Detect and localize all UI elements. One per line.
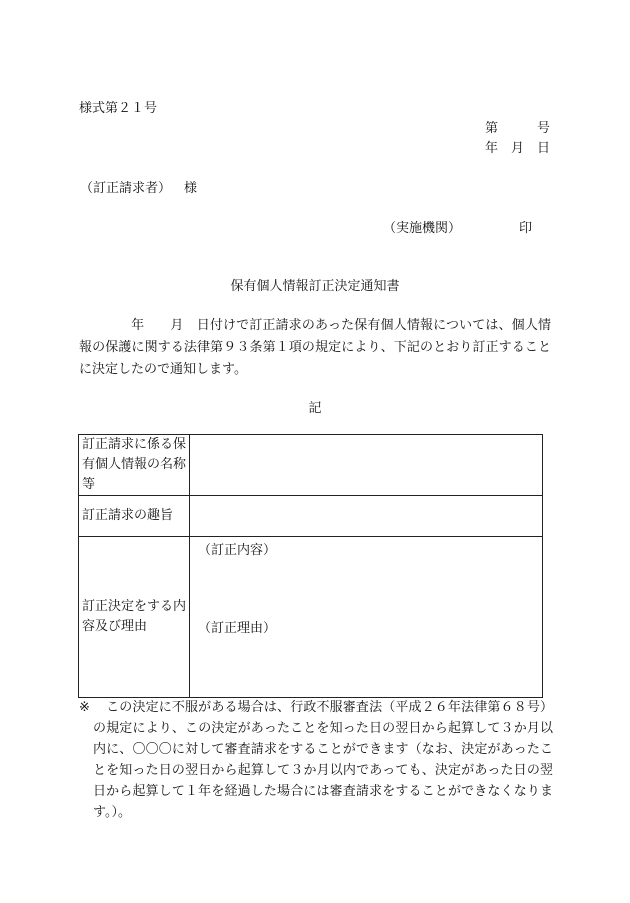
note-text: [79, 697, 553, 823]
agency-line: [383, 217, 532, 236]
row-label-info-name: 訂正請求に係る保有個人情報の名称等: [79, 435, 190, 496]
table-row: [79, 435, 543, 496]
table-row: [79, 537, 543, 698]
date-day: 日: [536, 141, 550, 156]
body-month: 月: [170, 318, 184, 333]
body-text: 日付けで訂正請求のあった保有個人情報については、個人情報の保護に関する法律第９３条第１項の規定により、下記のとおり訂正することに決定したので通知します。: [79, 318, 551, 377]
row-value-decision: [190, 537, 543, 698]
requester-label: （訂正請求者）: [80, 181, 172, 196]
note-mark: ※: [79, 700, 90, 715]
table-row: [79, 496, 543, 537]
requester-line: [80, 177, 197, 196]
appeal-note: [79, 697, 553, 823]
agency-label: （実施機関）: [383, 221, 462, 236]
requester-honorific: 様: [184, 181, 198, 196]
correction-content-label: （訂正内容）: [198, 543, 277, 558]
number-prefix: 第: [484, 121, 498, 136]
row-value-purpose: [190, 496, 543, 537]
form-number: 様式第２１号: [79, 101, 158, 116]
note-text-content: この決定に不服がある場合は、行政不服審査法（平成２６年法律第６８号）の規定により、この決定があったことを知った日の翌日から起算して３か月以内に、〇〇〇に対して審査請求をすることができます（なお、決定があったことを知った日の翌日から起算して３か月以内であっても、決定があった日の翌日から起算して１年を経過した場合には審査請求をすることができなくなります。）。: [93, 700, 553, 820]
seal-mark: 印: [519, 221, 533, 236]
info-table: [78, 434, 543, 698]
date-year: 年: [484, 141, 498, 156]
document-number-line: [485, 117, 550, 136]
row-value-info-name: [190, 435, 543, 496]
date-month: 月: [510, 141, 524, 156]
body-year: 年: [131, 318, 145, 333]
body-paragraph: [79, 315, 551, 381]
row-label-decision: 訂正決定をする内容及び理由: [79, 537, 190, 698]
date-line: [485, 137, 550, 156]
ki-heading: 記: [308, 401, 322, 416]
correction-reason-label: （訂正理由）: [198, 621, 277, 636]
number-suffix: 号: [536, 121, 550, 136]
row-label-purpose: 訂正請求の趣旨: [79, 496, 190, 537]
document-title: 保有個人情報訂正決定通知書: [230, 279, 400, 294]
